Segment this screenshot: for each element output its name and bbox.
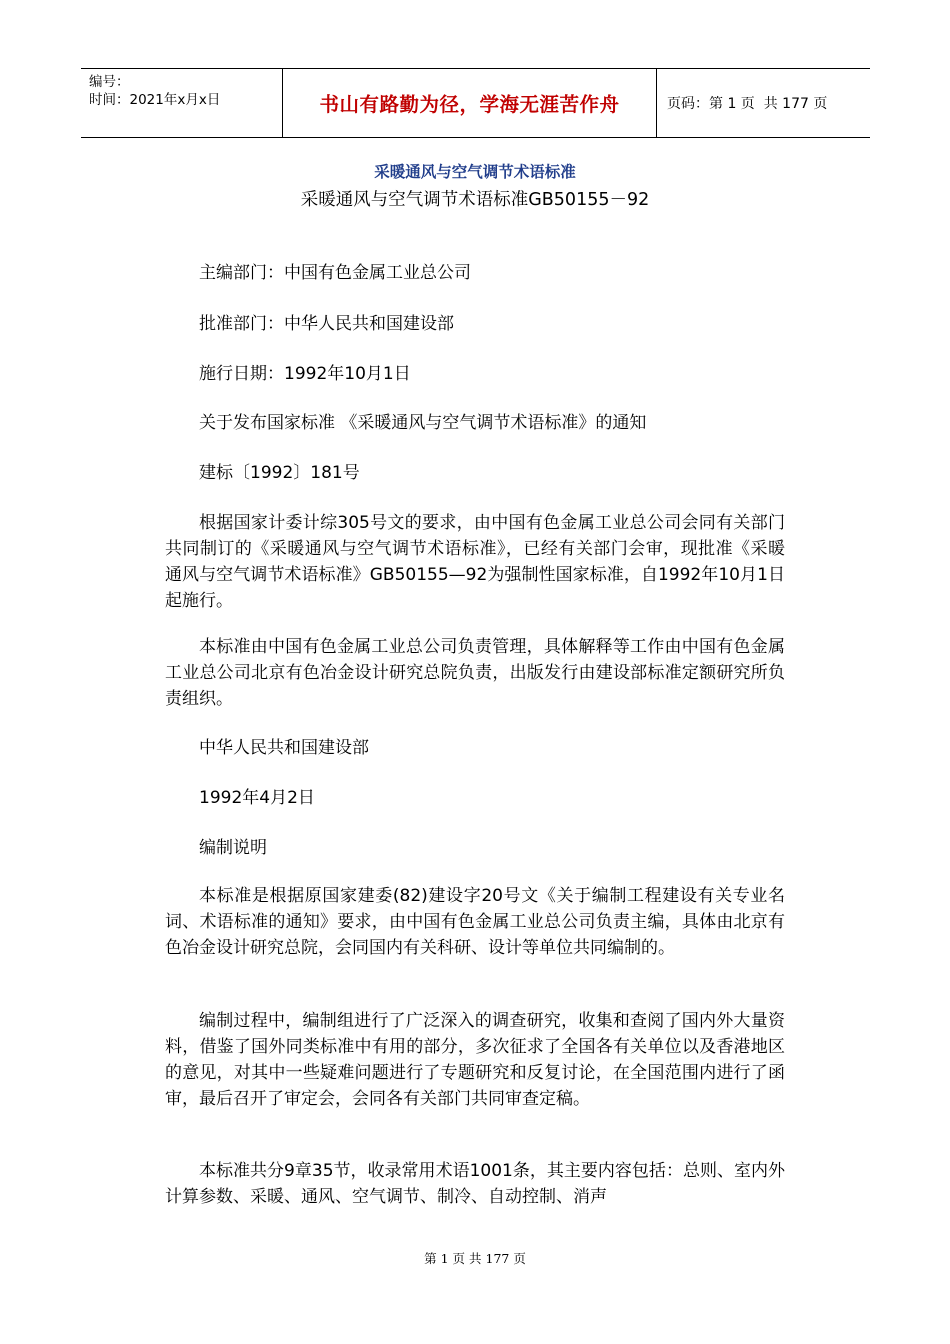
paragraph-issuer: 中华人民共和国建设部 [199,738,369,758]
page-footer: 第 1 页 共 177 页 [424,1251,526,1266]
paragraph-approval-dept: 批准部门：中华人民共和国建设部 [199,314,454,334]
paragraph-notice-title: 关于发布国家标准 《采暖通风与空气调节术语标准》的通知 [199,413,647,433]
document-time-label: 时间：2021年x月x日 [89,92,221,108]
paragraph-management: 本标准由中国有色金属工业总公司负责管理，具体解释等工作由中国有色金属工业总公司北京有色冶金设计研究总院负责，出版发行由建设部标准定额研究所负责组织。 [165,637,785,709]
header-page-number [657,69,870,137]
page-header [81,68,870,138]
document-subtitle: 采暖通风与空气调节术语标准GB50155－92 [300,190,650,210]
paragraph-compilation-process: 编制过程中，编制组进行了广泛深入的调查研究，收集和查阅了国内外大量资料，借鉴了国外同类标准中有用的部分，多次征求了全国各有关单位以及香港地区的意见，对其中一些疑难问题进行了专题研究和反复讨论，在全国范围内进行了函审，最后召开了审定会，会同各有关部门共同审查定稿。 [165,1011,785,1109]
paragraph-issue-date: 1992年4月2日 [199,788,315,808]
paragraph-editor-dept: 主编部门：中国有色金属工业总公司 [199,263,471,283]
header-meta [89,73,220,109]
paragraph-effective-date: 施行日期：1992年10月1日 [199,364,411,384]
header-page-label: 页码：第 1 页 共 177 页 [667,96,828,112]
paragraph-doc-number: 建标〔1992〕181号 [199,463,360,483]
document-number-label: 编号： [89,74,130,90]
document-title: 采暖通风与空气调节术语标准 [374,163,576,181]
paragraph-compilation-basis: 本标准是根据原国家建委(82)建设字20号文《关于编制工程建设有关专业名词、术语标准的通知》要求，由中国有色金属工业总公司负责主编，具体由北京有色冶金设计研究总院，会同国内有关科研、设计等单位共同编制的。 [165,886,785,958]
paragraph-approval-body: 根据国家计委计综305号文的要求，由中国有色金属工业总公司会同有关部门共同制订的《采暖通风与空气调节术语标准》，已经有关部门会审，现批准《采暖通风与空气调节术语标准》GB50155—92为强制性国家标准，自1992年10月1日起施行。 [165,513,785,611]
header-motto: 书山有路勤为径，学海无涯苦作舟 [319,93,620,116]
section-heading-compilation: 编制说明 [199,838,267,858]
paragraph-contents: 本标准共分9章35节，收录常用术语1001条，其主要内容包括：总则、室内外计算参数、采暖、通风、空气调节、制冷、自动控制、消声 [165,1161,785,1207]
